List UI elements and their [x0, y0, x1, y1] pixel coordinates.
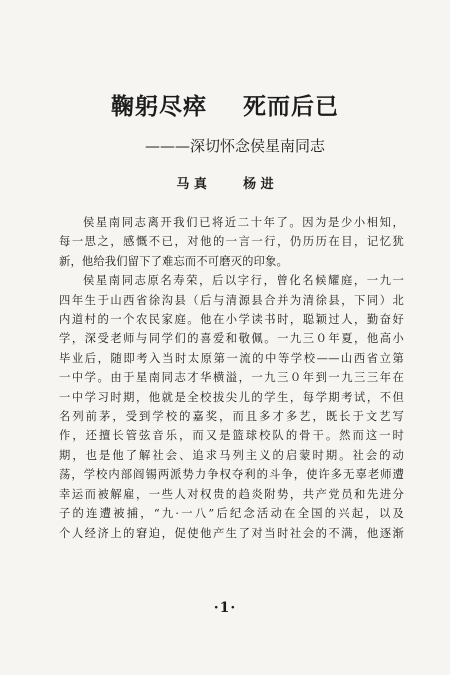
paragraph-2-line-1: 侯星南同志原名寿荣，后以字行，曾化名候耀庭，一九一: [83, 274, 404, 288]
paragraph-2-line-2: 四年生于山西省徐沟县（后与清源县合并为清徐县，下同）北: [59, 293, 404, 307]
paragraph-1-line-3: 新，他给我们留下了难忘而不可磨灭的印象。: [59, 254, 288, 268]
paragraph-2-line-7: 一中学习时期，他就是全校拔尖儿的学生，每学期考试，不但: [59, 390, 404, 404]
paragraph-2-line-11: 荡，学校内部阎锡两派势力争权夺利的斗争，使许多无辜老师遭: [59, 468, 404, 482]
paragraph-2-line-10: 期，也是他了解社会、追求马列主义的启蒙时期。社会的动: [59, 448, 404, 462]
page-number: ·1·: [213, 600, 237, 616]
paragraph-2-line-6: 一中学。由于星南同志才华横溢，一九三０年到一九三三年在: [59, 371, 404, 385]
paragraph-2-line-14: 个人经济上的窘迫，促使他产生了对当时社会的不满，他逐渐: [59, 526, 404, 540]
article-body: [59, 213, 404, 543]
paragraph-2-line-4: 学，深受老师与同学们的喜爱和敬佩。一九三０年夏，他高小: [59, 332, 404, 346]
paragraph-1-line-1: 侯星南同志离开我们已将近二十年了。因为是少小相知，: [83, 216, 404, 229]
paragraph-2-line-13: 子的连遭被捕，“九·一八”后纪念活动在全国的兴起，以及: [59, 507, 404, 521]
paragraph-2-line-12: 幸运而被解雇，一些人对权贵的趋炎附势，共产党员和先进分: [59, 487, 404, 501]
article-authors: 马 真 杨 进: [176, 177, 274, 192]
paragraph-2-line-9: 作，还擅长管弦音乐，而又是篮球校队的骨干。然而这一时: [59, 429, 404, 443]
paragraph-2-line-3: 内道村的一个农民家庭。他在小学读书时，聪颖过人，勤奋好: [59, 313, 404, 327]
paragraph-2-line-8: 名列前茅，受到学校的嘉奖，而且多才多艺，既长于文艺写: [59, 410, 404, 424]
paragraph-2-line-5: 毕业后，随即考入当时太原第一流的中等学校——山西省立第: [59, 351, 404, 365]
paragraph-1-line-2: 每一思之，感慨不已，对他的一言一行，仍历历在目，记忆犹: [59, 235, 404, 249]
article-title: 鞠躬尽瘁 死而后已: [110, 93, 340, 120]
article-subtitle: ———深切怀念侯星南同志: [144, 137, 325, 155]
